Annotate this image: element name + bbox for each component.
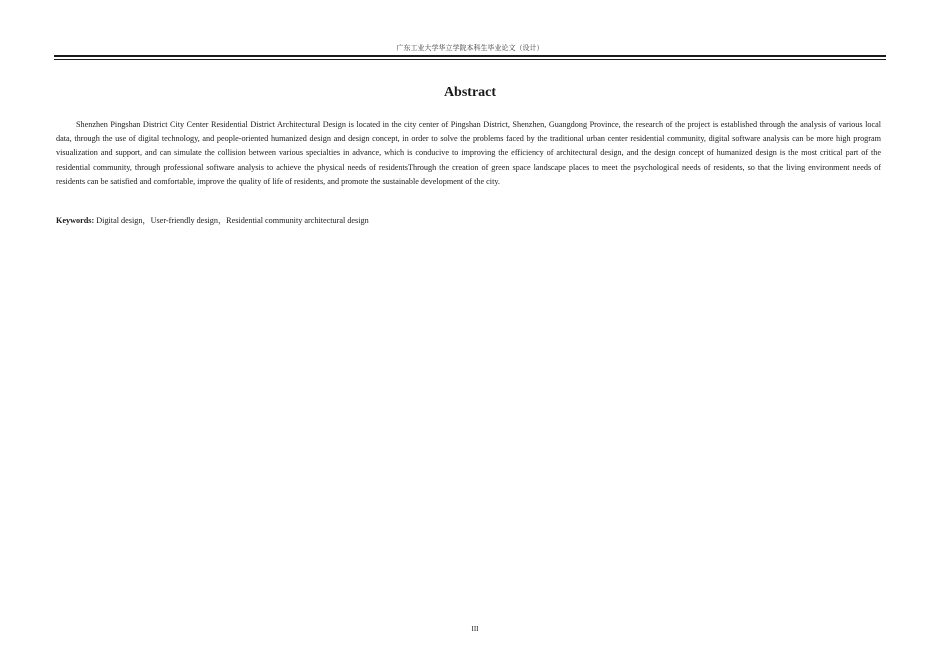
- keywords-label: Keywords:: [56, 216, 95, 225]
- header-rule-thin: [54, 59, 886, 60]
- abstract-title: Abstract: [443, 85, 497, 100]
- page-number: III: [471, 625, 479, 633]
- abstract-body: Shenzhen Pingshan District City Center Residential District Architectural Design is located in the city center of Pingshan District, Shenzhen, Guangdong Province, the research of the project is established through the analysis of various local data, through the use of digital technology, and people-oriented humanized design and design concept, in order to solve the problems faced by the traditional urban center residential community, digital software analysis can be more high program visualization and support, and can simulate the collision between various specialties in advance, which is conducive to improving the efficiency of architectural design, and the design concept of humanized design is the most critical part of the residential community, through professional software analysis to achieve the physical needs of residentsThrough the creation of green space landscape places to meet the psychological needs of residents, so that the living environment needs of residents can be satisfied and comfortable, improve the quality of life of residents, and promote the sustainable development of the city.: [56, 120, 881, 186]
- keywords-text: Digital design，User-friendly design，Residential community architectural design: [94, 216, 369, 225]
- running-header: 广东工业大学华立学院本科生毕业论文（设计）: [396, 44, 544, 52]
- keywords-line: [56, 214, 881, 228]
- header-rule-thick: [54, 55, 886, 57]
